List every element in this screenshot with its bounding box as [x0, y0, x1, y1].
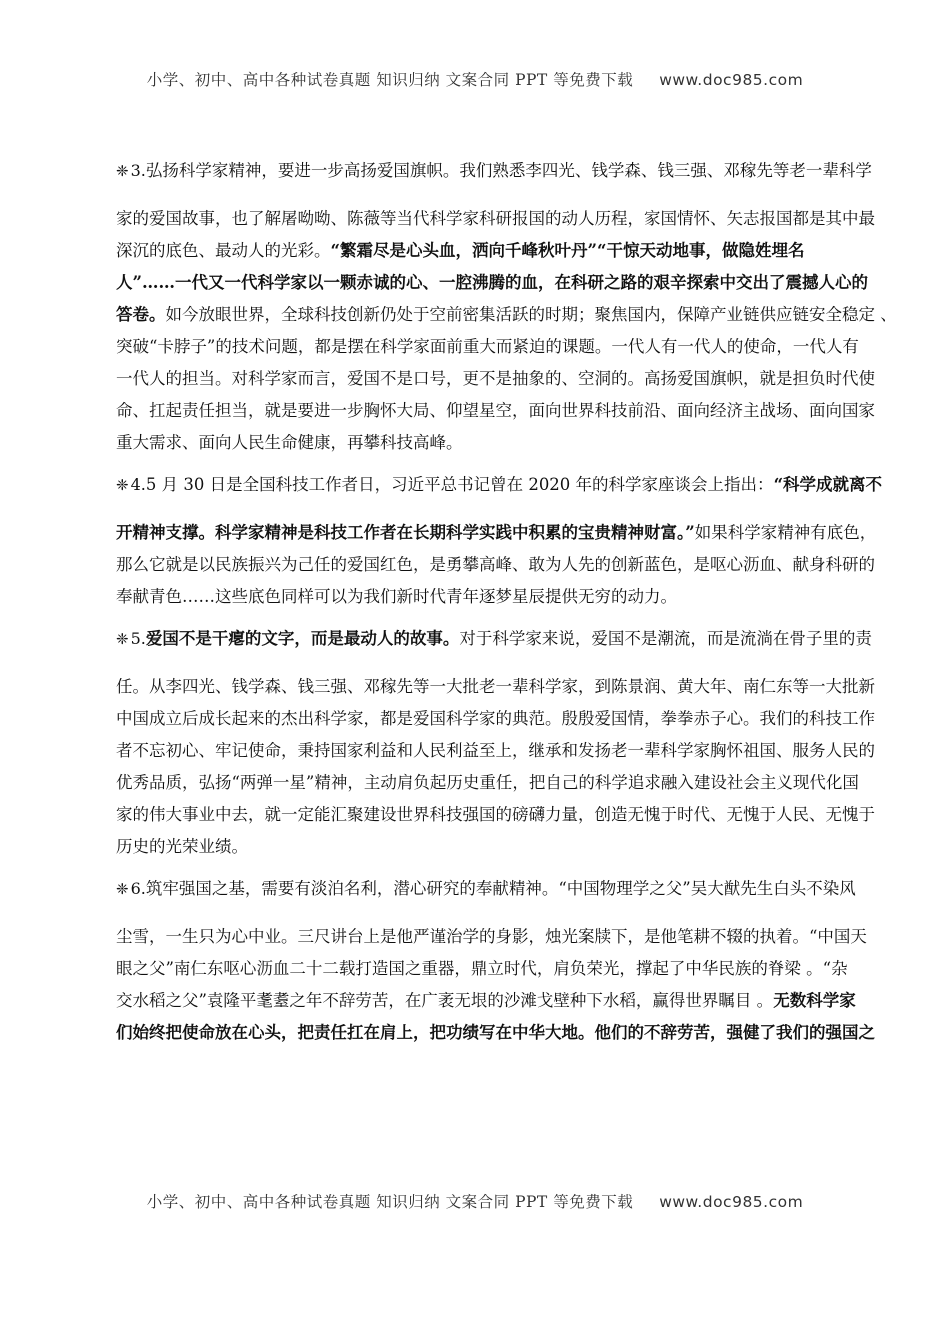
body-text: 如果科学家精神有底色，: [694, 523, 877, 542]
paragraph: [116, 623, 875, 863]
body-text: 深沉的底色、最动人的光彩。: [116, 241, 331, 260]
text-line: [116, 1017, 875, 1049]
bold-text: “繁霜尽是心头血，洒向千峰秋叶丹”“干惊天动地事，做隐姓埋名: [330, 241, 805, 260]
text-line: [116, 735, 875, 767]
text-line: [116, 799, 875, 831]
header-text: 小学、初中、高中各种试卷真题 知识归纳 文案合同 PPT 等免费下载: [146, 71, 634, 89]
body-text: 奉献青色……这些底色同样可以为我们新时代青年逐梦星辰提供无穷的动力。: [116, 587, 677, 606]
page-footer: [0, 1190, 950, 1212]
body-text: 弘扬科学家精神，要进一步高扬爱国旗帜。我们熟悉李四光、钱学森、钱三强、邓稼先等老一辈科学: [145, 161, 872, 180]
text-line: [116, 921, 866, 953]
text-line: [116, 203, 875, 235]
body-text: 者不忘初心、牢记使命，秉持国家利益和人民利益至上，继承和发扬老一辈科学家胸怀祖国、服务人民的: [116, 741, 875, 760]
paragraph-number: 3.: [130, 161, 146, 180]
text-line: [116, 703, 875, 735]
text-line: [116, 953, 866, 985]
body-text: 尘雪，一生只为心中业。三尺讲台上是他严谨治学的身影，烛光案牍下，是他笔耕不辍的执着。“中国天: [116, 927, 867, 946]
text-line: [116, 235, 866, 267]
bold-text: 爱国不是干瘪的文字，而是最动人的故事。: [145, 629, 460, 648]
text-line: [116, 671, 875, 703]
text-line: [116, 267, 866, 299]
header-url[interactable]: www.doc985.com: [659, 71, 804, 89]
body-text: 一代人的担当。对科学家而言，爱国不是口号，更不是抽象的、空洞的。高扬爱国旗帜，就是担负时代使: [116, 369, 875, 388]
text-line: [116, 331, 866, 363]
page-header: [0, 68, 950, 90]
body-text: 筑牢强国之基，需要有淡泊名利，潜心研究的奉献精神。“中国物理学之父”吴大猷先生白头不染风: [145, 879, 856, 898]
body-text: 历史的光荣业绩。: [116, 837, 248, 856]
paragraph-number: 4.: [130, 475, 146, 494]
text-line: [116, 623, 872, 671]
text-line: [116, 517, 877, 549]
paragraph-number: 6.: [130, 879, 146, 898]
text-line: [116, 155, 872, 203]
text-line: [116, 767, 866, 799]
bullet-flower-icon: ❈: [116, 476, 129, 494]
paragraph: [116, 873, 875, 1049]
footer-text: 小学、初中、高中各种试卷真题 知识归纳 文案合同 PPT 等免费下载: [146, 1193, 634, 1211]
text-line: [116, 469, 883, 517]
body-text: 如今放眼世界，全球科技创新仍处于空前密集活跃的时期；聚焦国内，保障产业链供应链安全稳定 、: [165, 305, 897, 324]
bold-text: “科学成就离不: [773, 475, 883, 494]
text-line: [116, 831, 866, 863]
bullet-flower-icon: ❈: [116, 880, 129, 898]
text-line: [116, 363, 875, 395]
paragraph-number: 5.: [130, 629, 146, 648]
body-text: 交水稻之父”袁隆平耄耋之年不辞劳苦，在广袤无垠的沙滩戈壁种下水稻，赢得世界瞩目 。: [116, 991, 774, 1010]
body-text: 命、扛起责任担当，就是要进一步胸怀大局、仰望星空，面向世界科技前沿、面向经济主战场、面向国家: [116, 401, 875, 420]
footer-url[interactable]: www.doc985.com: [659, 1193, 804, 1211]
body-text: 重大需求、面向人民生命健康，再攀科技高峰。: [116, 433, 463, 452]
text-line: [116, 581, 866, 613]
bold-text: 开精神支撑。科学家精神是科技工作者在长期科学实践中积累的宝贵精神财富。”: [116, 523, 695, 542]
body-text: 任。从李四光、钱学森、钱三强、邓稼先等一大批老一辈科学家，到陈景润、黄大年、南仁东等一大批新: [116, 677, 875, 696]
body-text: 对于科学家来说，爱国不是潮流，而是流淌在骨子里的责: [459, 629, 872, 648]
text-line: [116, 299, 897, 331]
bold-text: 人”……一代又一代科学家以一颗赤诚的心、一腔沸腾的血，在科研之路的艰辛探索中交出了震撼人心的: [116, 273, 868, 292]
bold-text: 答卷。: [116, 305, 166, 324]
bold-text: 无数科学家: [773, 991, 856, 1010]
text-line: [116, 985, 866, 1017]
bullet-flower-icon: ❈: [116, 630, 129, 648]
article-body: [116, 155, 897, 1059]
text-line: [116, 395, 875, 427]
body-text: 中国成立后成长起来的杰出科学家，都是爱国科学家的典范。殷殷爱国情，拳拳赤子心。我们的科技工作: [116, 709, 875, 728]
body-text: 突破“卡脖子”的技术问题，都是摆在科学家面前重大而紧迫的课题。一代人有一代人的使命，一代人有: [116, 337, 859, 356]
body-text: 家的爱国故事，也了解屠呦呦、陈薇等当代科学家科研报国的动人历程，家国情怀、矢志报国都是其中最: [116, 209, 875, 228]
text-line: [116, 427, 866, 459]
body-text: 家的伟大事业中去，就一定能汇聚建设世界科技强国的磅礴力量，创造无愧于时代、无愧于人民、无愧于: [116, 805, 875, 824]
body-text: 5 月 30 日是全国科技工作者日，习近平总书记曾在 2020 年的科学家座谈会上指出：: [145, 475, 774, 494]
text-line: [116, 873, 866, 921]
bold-text: 们始终把使命放在心头，把责任扛在肩上，把功绩写在中华大地。他们的不辞劳苦，强健了我们的强国之: [116, 1023, 875, 1042]
paragraph: [116, 155, 897, 459]
text-line: [116, 549, 875, 581]
body-text: 那么它就是以民族振兴为己任的爱国红色，是勇攀高峰、敢为人先的创新蓝色，是呕心沥血、献身科研的: [116, 555, 875, 574]
paragraph: [116, 469, 883, 613]
body-text: 眼之父”南仁东呕心沥血二十二载打造国之重器，鼎立时代，肩负荣光，撑起了中华民族的脊梁 。“杂: [116, 959, 848, 978]
body-text: 优秀品质，弘扬“两弹一星”精神，主动肩负起历史重任，把自己的科学追求融入建设社会主义现代化国: [116, 773, 859, 792]
bullet-flower-icon: ❈: [116, 162, 129, 180]
